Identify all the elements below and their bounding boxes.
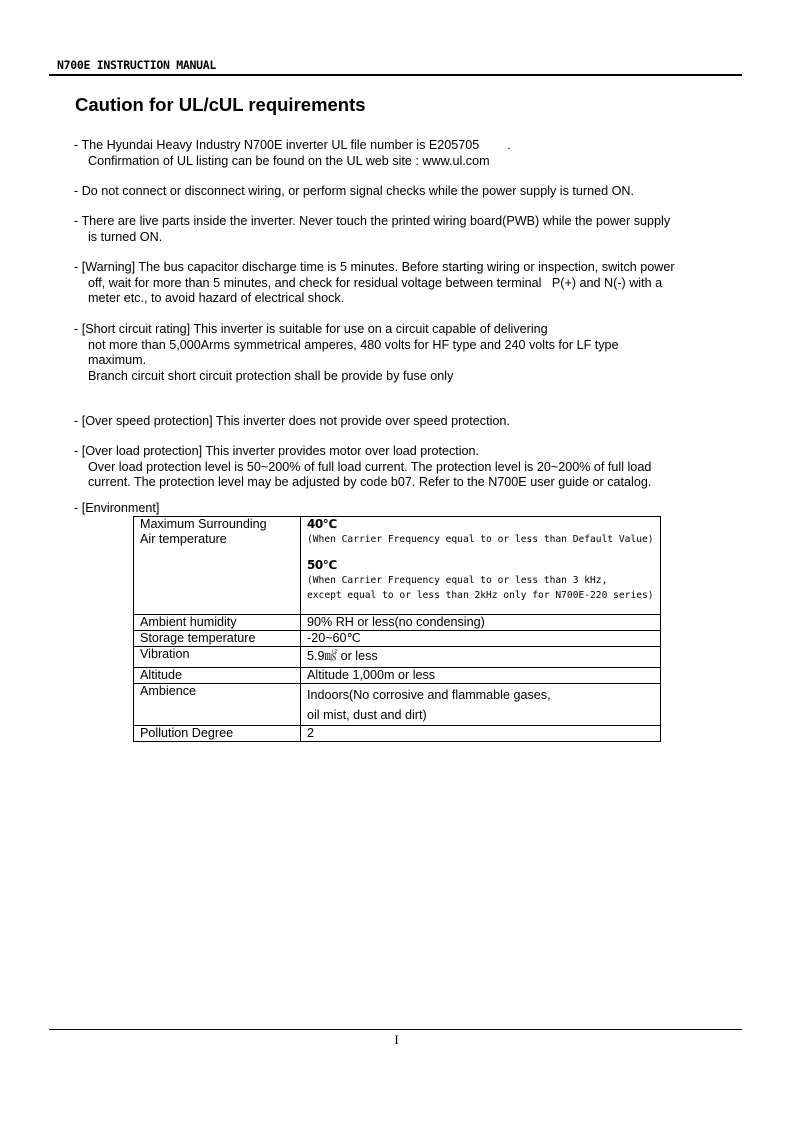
paragraph-line: - [Over speed protection] This inverter does not provide over speed protection. [74,414,510,428]
over-speed-paragraph [74,414,734,430]
paragraph-line: Confirmation of UL listing can be found on the UL web site : www.ul.com [88,153,490,168]
temperature-note: (When Carrier Frequency equal to or less than Default Value) [307,534,654,545]
temperature-note: (When Carrier Frequency equal to or less than 3 kHz, [307,574,608,586]
cell-text: Air temperature [140,532,227,546]
table-row [134,615,661,631]
header-title: N700E INSTRUCTION MANUAL [57,58,216,72]
wiring-warning-paragraph [74,184,734,200]
table-cell-label: Vibration [134,647,301,668]
table-cell-value: -20~60℃ [301,631,661,647]
temperature-note: except equal to or less than 2kHz only for N700E-220 series) [307,590,654,601]
cell-text: Maximum Surrounding [140,517,267,531]
capacitor-warning-paragraph [74,260,734,307]
cell-text: oil mist, dust and dirt) [307,708,427,722]
paragraph-line: meter etc., to avoid hazard of electrical shock. [88,291,345,305]
table-row [134,668,661,684]
paragraph-line: is turned ON. [88,229,163,244]
table-cell-value: 5.9㎨ or less [301,647,661,668]
paragraph-line: off, wait for more than 5 minutes, and check for residual voltage between terminal P(+) and N(-) with a [88,275,663,290]
table-cell-label [134,517,301,615]
temperature-value: 50℃ [307,557,337,572]
paragraph-line: - [Environment] [74,501,160,515]
environment-heading [74,501,734,517]
temperature-value: 40℃ [307,517,337,531]
table-row [134,517,661,615]
table-cell-label: Storage temperature [134,631,301,647]
table-cell-value [301,684,661,726]
table-row [134,726,661,742]
paragraph-line: - [Short circuit rating] This inverter is suitable for use on a circuit capable of delivering [74,322,548,336]
table-row [134,647,661,668]
live-parts-paragraph [74,214,734,245]
short-circuit-rating-paragraph [74,322,734,384]
table-cell-label: Pollution Degree [134,726,301,742]
paragraph-line: - The Hyundai Heavy Industry N700E inverter UL file number is E205705 . [74,138,511,152]
table-cell-label: Ambient humidity [134,615,301,631]
footer-rule [49,1029,742,1030]
table-cell-value: 2 [301,726,661,742]
table-cell-label: Altitude [134,668,301,684]
paragraph-line: - There are live parts inside the inverter. Never touch the printed wiring board(PWB) while the power supply [74,214,671,228]
table-cell-value [301,517,661,615]
table-cell-value: 90% RH or less(no condensing) [301,615,661,631]
cell-text: Indoors(No corrosive and flammable gases, [307,688,551,702]
paragraph-line: current. The protection level may be adjusted by code b07. Refer to the N700E user guide or catalog. [88,475,652,489]
paragraph-line: Over load protection level is 50~200% of full load current. The protection level is 20~200% of full load [88,459,652,474]
paragraph-line: not more than 5,000Arms symmetrical amperes, 480 volts for HF type and 240 volts for LF type [88,337,619,352]
table-cell-label: Ambience [134,684,301,726]
header-rule [49,74,742,76]
paragraph-line: - Do not connect or disconnect wiring, or perform signal checks while the power supply is turned ON. [74,184,634,198]
environment-table [133,516,661,742]
paragraph-line: Branch circuit short circuit protection shall be provide by fuse only [88,368,454,383]
page-title: Caution for UL/cUL requirements [75,94,366,115]
paragraph-line: maximum. [88,353,147,367]
paragraph-line: - [Warning] The bus capacitor discharge time is 5 minutes. Before starting wiring or inspection, switch power [74,260,675,274]
ul-file-number-paragraph [74,138,734,169]
table-row [134,684,661,726]
page-number: I [394,1032,399,1047]
paragraph-line: - [Over load protection] This inverter provides motor over load protection. [74,444,480,458]
table-cell-value: Altitude 1,000m or less [301,668,661,684]
spacer [307,548,660,558]
table-row [134,631,661,647]
over-load-paragraph [74,444,734,491]
